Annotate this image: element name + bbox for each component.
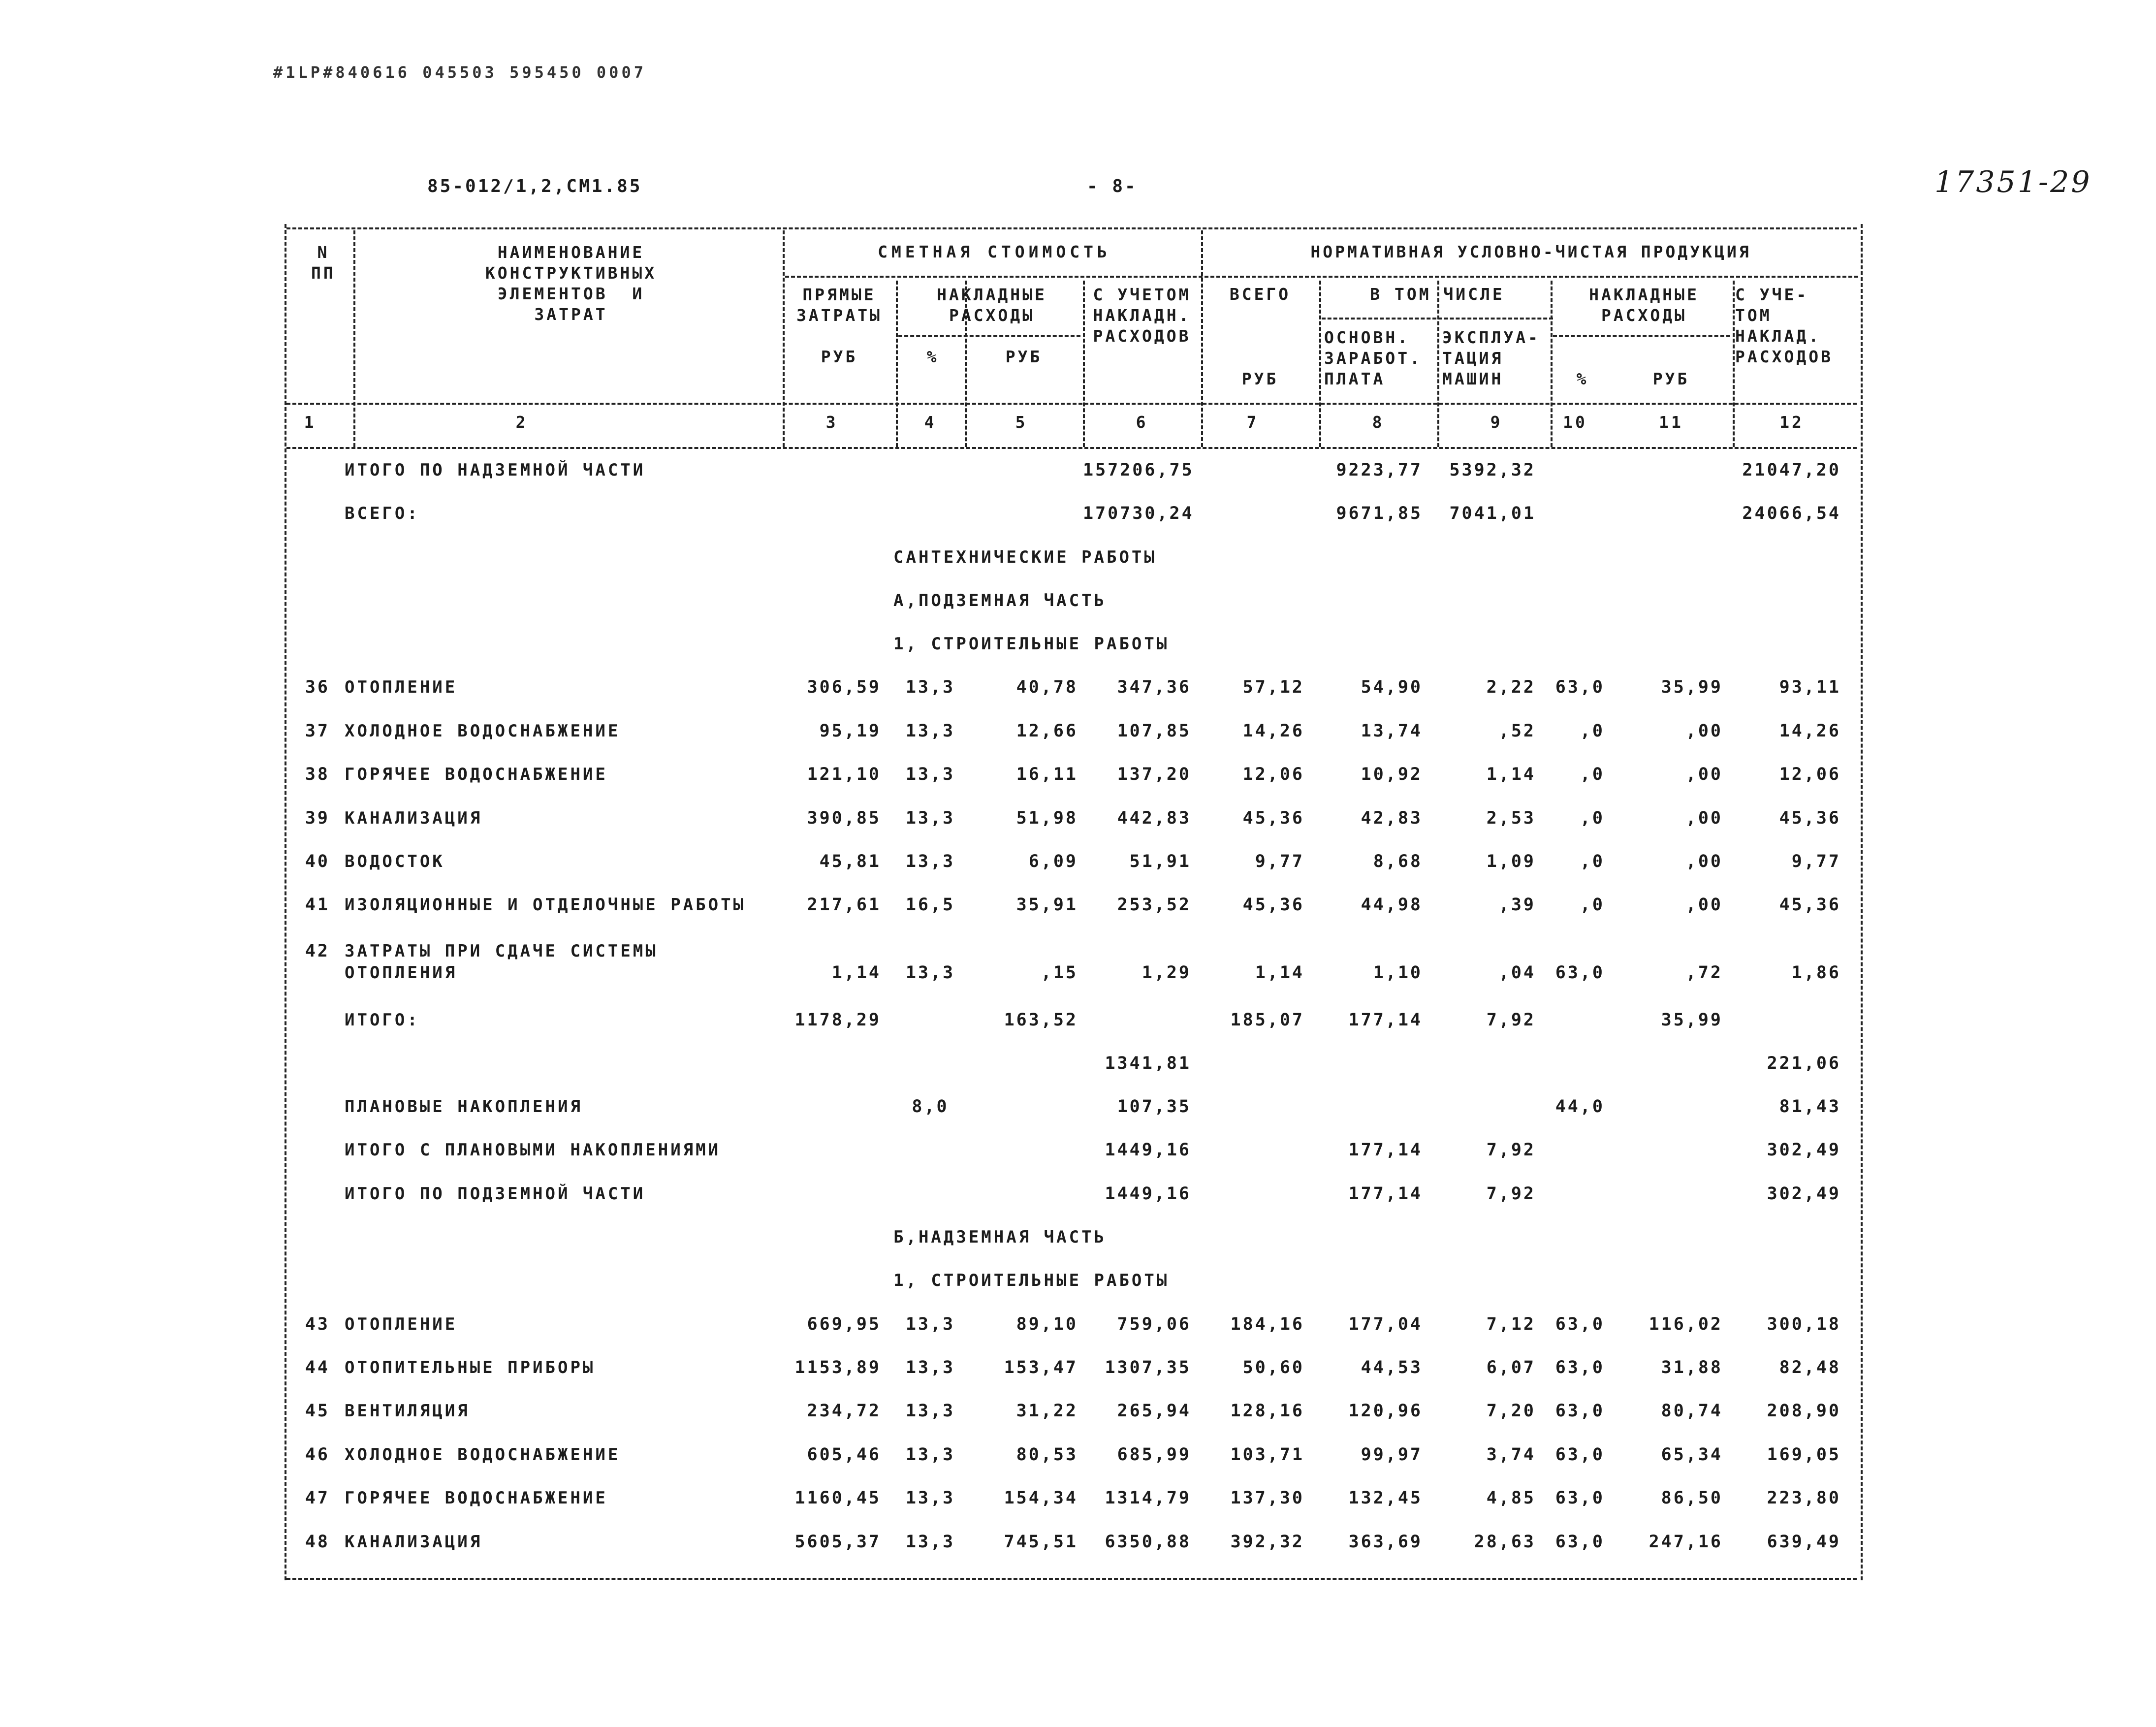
- row-number: 46: [305, 1445, 330, 1465]
- row-number: 45: [305, 1401, 330, 1421]
- cell-c8: 8,68: [1373, 852, 1423, 871]
- column-number-12: 12: [1779, 413, 1804, 432]
- row-label: ИТОГО ПО НАДЗЕМНОЙ ЧАСТИ: [345, 460, 646, 480]
- header-rub-direct: РУБ: [821, 347, 858, 366]
- cell-c12: 24066,54: [1742, 504, 1841, 523]
- cell-c3: 217,61: [807, 895, 881, 915]
- cell-c6: 759,06: [1117, 1314, 1191, 1334]
- cell-c7: 184,16: [1230, 1314, 1304, 1334]
- cell-c12: 9,77: [1791, 852, 1841, 871]
- cell-c7: 14,26: [1242, 721, 1304, 741]
- cell-c8: 44,53: [1361, 1358, 1423, 1377]
- header-rub-overhead: РУБ: [1005, 347, 1043, 366]
- cell-c4: 16,5: [905, 895, 955, 915]
- cell-c11: 35,99: [1661, 1010, 1723, 1030]
- column-number-1: 1: [304, 413, 317, 432]
- cell-c8: 177,14: [1348, 1010, 1423, 1030]
- cell-c12: 302,49: [1767, 1184, 1841, 1204]
- cell-c7: 50,60: [1242, 1358, 1304, 1377]
- cell-c8: 1,10: [1373, 963, 1423, 983]
- header-with-overhead: С УЧЕТОМ НАКЛАДН. РАСХОДОВ: [1093, 285, 1191, 346]
- cell-c11: 31,88: [1661, 1358, 1723, 1377]
- header-direct-costs: ПРЯМЫЕ ЗАТРАТЫ: [796, 285, 883, 325]
- cell-c9: 6,07: [1486, 1358, 1536, 1377]
- cell-c12: 81,43: [1779, 1097, 1841, 1117]
- cell-c7: 128,16: [1230, 1401, 1304, 1421]
- cell-c12: 12,06: [1779, 765, 1841, 784]
- cell-c6: 1449,16: [1105, 1140, 1191, 1160]
- cell-c5: 16,11: [1016, 765, 1078, 784]
- cell-c8: 177,14: [1348, 1184, 1423, 1204]
- cell-c9: 7041,01: [1449, 504, 1536, 523]
- cell-c5: 6,09: [1028, 852, 1078, 871]
- page-number: - 8-: [1087, 176, 1138, 196]
- cell-c4: 13,3: [905, 1401, 955, 1421]
- column-number-2: 2: [515, 413, 528, 432]
- row-label: ГОРЯЧЕЕ ВОДОСНАБЖЕНИЕ: [345, 765, 608, 784]
- header-ncp-overhead: НАКЛАДНЫЕ РАСХОДЫ: [1589, 285, 1699, 325]
- column-number-8: 8: [1372, 413, 1385, 432]
- cell-c9: 5392,32: [1449, 460, 1536, 480]
- cell-c5: 12,66: [1016, 721, 1078, 741]
- section-heading: САНТЕХНИЧЕСКИЕ РАБОТЫ: [893, 547, 1157, 567]
- cell-c5: 745,51: [1004, 1532, 1078, 1552]
- cell-c9: 4,85: [1486, 1488, 1536, 1508]
- cell-c11: 80,74: [1661, 1401, 1723, 1421]
- cell-c7: 1,14: [1255, 963, 1304, 983]
- cell-c9: 7,92: [1486, 1010, 1536, 1030]
- cell-c3: 390,85: [807, 808, 881, 828]
- cell-c10: 63,0: [1555, 1488, 1605, 1508]
- cell-c9: 7,20: [1486, 1401, 1536, 1421]
- cell-c11: 116,02: [1649, 1314, 1723, 1334]
- header-total: ВСЕГО: [1229, 285, 1291, 304]
- cell-c10: 63,0: [1555, 1532, 1605, 1552]
- cell-c4: 13,3: [905, 677, 955, 697]
- cell-c7: 12,06: [1242, 765, 1304, 784]
- cell-c6: 107,35: [1117, 1097, 1191, 1117]
- cell-c12: 14,26: [1779, 721, 1841, 741]
- row-label: ХОЛОДНОЕ ВОДОСНАБЖЕНИЕ: [345, 721, 621, 741]
- cell-c6: 265,94: [1117, 1401, 1191, 1421]
- cell-c10: 44,0: [1555, 1097, 1605, 1117]
- cell-c3: 1153,89: [794, 1358, 881, 1377]
- section-heading: Б,НАДЗЕМНАЯ ЧАСТЬ: [893, 1227, 1107, 1247]
- row-label: ИТОГО ПО ПОДЗЕМНОЙ ЧАСТИ: [345, 1184, 646, 1204]
- cell-c8: 44,98: [1361, 895, 1423, 915]
- column-number-4: 4: [924, 413, 937, 432]
- row-label: ИЗОЛЯЦИОННЫЕ И ОТДЕЛОЧНЫЕ РАБОТЫ: [345, 895, 746, 915]
- cell-c8: 42,83: [1361, 808, 1423, 828]
- row-number: 42: [305, 941, 330, 961]
- cell-c8: 177,14: [1348, 1140, 1423, 1160]
- cell-c8: 120,96: [1348, 1401, 1423, 1421]
- cell-c10: ,0: [1580, 721, 1605, 741]
- row-number: 48: [305, 1532, 330, 1552]
- header-pct: %: [926, 347, 939, 366]
- row-number: 44: [305, 1358, 330, 1377]
- cell-c7: 9,77: [1255, 852, 1304, 871]
- cell-c12: 639,49: [1767, 1532, 1841, 1552]
- cell-c3: 605,46: [807, 1445, 881, 1465]
- column-number-11: 11: [1659, 413, 1683, 432]
- cell-c12: 82,48: [1779, 1358, 1841, 1377]
- cell-c6: 107,85: [1117, 721, 1191, 741]
- cell-c11: ,00: [1685, 808, 1723, 828]
- cell-c9: ,39: [1498, 895, 1536, 915]
- cell-c8: 13,74: [1361, 721, 1423, 741]
- cell-c3: 1178,29: [794, 1010, 881, 1030]
- cell-c9: 1,14: [1486, 765, 1536, 784]
- header-pct-ncp: %: [1576, 369, 1589, 388]
- row-label: ПЛАНОВЫЕ НАКОПЛЕНИЯ: [345, 1097, 583, 1117]
- cell-c4: 13,3: [905, 1314, 955, 1334]
- print-code: #1LP#840616 045503 595450 0007: [273, 63, 646, 82]
- cell-c3: 45,81: [819, 852, 881, 871]
- cell-c6: 1307,35: [1105, 1358, 1191, 1377]
- cell-c11: 35,99: [1661, 677, 1723, 697]
- cell-c3: 95,19: [819, 721, 881, 741]
- cell-c5: 153,47: [1004, 1358, 1078, 1377]
- cell-c12: 169,05: [1767, 1445, 1841, 1465]
- cell-c4: 13,3: [905, 1532, 955, 1552]
- cell-c5: 31,22: [1016, 1401, 1078, 1421]
- cell-c11: 247,16: [1649, 1532, 1723, 1552]
- row-number: 37: [305, 721, 330, 741]
- cell-c3: 121,10: [807, 765, 881, 784]
- cell-c3: 1,14: [831, 963, 881, 983]
- cell-c4: 13,3: [905, 808, 955, 828]
- cell-c5: 154,34: [1004, 1488, 1078, 1508]
- cell-c8: 132,45: [1348, 1488, 1423, 1508]
- cell-c12: 21047,20: [1742, 460, 1841, 480]
- row-label: ВЕНТИЛЯЦИЯ: [345, 1401, 470, 1421]
- cell-c7: 185,07: [1230, 1010, 1304, 1030]
- row-label: ОТОПЛЕНИЕ: [345, 1314, 458, 1334]
- cell-c10: ,0: [1580, 895, 1605, 915]
- header-row-number: N ПП: [311, 243, 336, 283]
- row-label-continued: ОТОПЛЕНИЯ: [345, 963, 458, 983]
- cell-c9: 3,74: [1486, 1445, 1536, 1465]
- cell-c10: ,0: [1580, 852, 1605, 871]
- cell-c12: 45,36: [1779, 808, 1841, 828]
- column-number-9: 9: [1490, 413, 1503, 432]
- cell-c11: ,00: [1685, 721, 1723, 741]
- cell-c10: ,0: [1580, 808, 1605, 828]
- row-number: 40: [305, 852, 330, 871]
- cell-c9: ,52: [1498, 721, 1536, 741]
- cell-c6: 1314,79: [1105, 1488, 1191, 1508]
- cell-c10: 63,0: [1555, 677, 1605, 697]
- row-label: ГОРЯЧЕЕ ВОДОСНАБЖЕНИЕ: [345, 1488, 608, 1508]
- cell-c4: 13,3: [905, 1445, 955, 1465]
- column-number-10: 10: [1563, 413, 1587, 432]
- cell-c6: 1,29: [1141, 963, 1191, 983]
- cell-c9: 1,09: [1486, 852, 1536, 871]
- cell-c6: 1341,81: [1105, 1054, 1191, 1073]
- cell-c4: 13,3: [905, 1488, 955, 1508]
- cell-c6: 6350,88: [1105, 1532, 1191, 1552]
- cell-c8: 177,04: [1348, 1314, 1423, 1334]
- header-including: В ТОМ ЧИСЛЕ: [1370, 285, 1505, 304]
- row-number: 47: [305, 1488, 330, 1508]
- row-label: ОТОПЛЕНИЕ: [345, 677, 458, 697]
- cell-c8: 9671,85: [1336, 504, 1423, 523]
- header-net-production: НОРМАТИВНАЯ УСЛОВНО-ЧИСТАЯ ПРОДУКЦИЯ: [1310, 242, 1751, 261]
- cell-c10: 63,0: [1555, 1401, 1605, 1421]
- cell-c5: 35,91: [1016, 895, 1078, 915]
- cell-c7: 103,71: [1230, 1445, 1304, 1465]
- cell-c6: 1449,16: [1105, 1184, 1191, 1204]
- cell-c11: ,00: [1685, 765, 1723, 784]
- row-label: ЗАТРАТЫ ПРИ СДАЧЕ СИСТЕМЫ: [345, 941, 658, 961]
- header-overhead: НАКЛАДНЫЕ РАСХОДЫ: [937, 285, 1047, 325]
- cell-c10: 63,0: [1555, 1358, 1605, 1377]
- cell-c12: 208,90: [1767, 1401, 1841, 1421]
- cell-c12: 221,06: [1767, 1054, 1841, 1073]
- cell-c6: 170730,24: [1083, 504, 1194, 523]
- cell-c5: 89,10: [1016, 1314, 1078, 1334]
- cell-c6: 51,91: [1129, 852, 1191, 871]
- cell-c12: 1,86: [1791, 963, 1841, 983]
- row-label: ХОЛОДНОЕ ВОДОСНАБЖЕНИЕ: [345, 1445, 621, 1465]
- cell-c11: ,00: [1685, 852, 1723, 871]
- cell-c7: 45,36: [1242, 895, 1304, 915]
- cell-c9: ,04: [1498, 963, 1536, 983]
- header-machines: ЭКСПЛУА- ТАЦИЯ МАШИН: [1442, 328, 1540, 388]
- column-number-5: 5: [1015, 413, 1028, 432]
- cell-c3: 5605,37: [794, 1532, 881, 1552]
- cell-c4: 8,0: [912, 1097, 949, 1117]
- column-number-7: 7: [1246, 413, 1259, 432]
- handwritten-inventory-number: 17351-29: [1934, 165, 2092, 199]
- cell-c7: 137,30: [1230, 1488, 1304, 1508]
- cell-c12: 223,80: [1767, 1488, 1841, 1508]
- cell-c6: 253,52: [1117, 895, 1191, 915]
- cell-c11: ,00: [1685, 895, 1723, 915]
- row-label: ОТОПИТЕЛЬНЫЕ ПРИБОРЫ: [345, 1358, 596, 1377]
- cell-c10: ,0: [1580, 765, 1605, 784]
- section-heading: 1, СТРОИТЕЛЬНЫЕ РАБОТЫ: [893, 1271, 1170, 1290]
- cell-c8: 363,69: [1348, 1532, 1423, 1552]
- cell-c9: 28,63: [1474, 1532, 1536, 1552]
- cell-c5: 163,52: [1004, 1010, 1078, 1030]
- row-number: 41: [305, 895, 330, 915]
- cell-c7: 392,32: [1230, 1532, 1304, 1552]
- column-number-6: 6: [1136, 413, 1148, 432]
- document-reference: 85-012/1,2,CM1.85: [427, 176, 642, 196]
- header-estimated-cost: СМЕТНАЯ СТОИМОСТЬ: [878, 242, 1111, 261]
- cell-c12: 93,11: [1779, 677, 1841, 697]
- cell-c5: 80,53: [1016, 1445, 1078, 1465]
- cell-c9: 7,12: [1486, 1314, 1536, 1334]
- cell-c6: 137,20: [1117, 765, 1191, 784]
- cell-c5: 51,98: [1016, 808, 1078, 828]
- cell-c10: 63,0: [1555, 1445, 1605, 1465]
- cell-c5: ,15: [1041, 963, 1078, 983]
- header-basic-wage: ОСНОВН. ЗАРАБОТ. ПЛАТА: [1324, 328, 1422, 388]
- cell-c12: 300,18: [1767, 1314, 1841, 1334]
- row-label: ВСЕГО:: [345, 504, 420, 523]
- cell-c3: 669,95: [807, 1314, 881, 1334]
- cell-c10: 63,0: [1555, 963, 1605, 983]
- cell-c9: 7,92: [1486, 1184, 1536, 1204]
- section-heading: 1, СТРОИТЕЛЬНЫЕ РАБОТЫ: [893, 634, 1170, 654]
- row-number: 39: [305, 808, 330, 828]
- header-item-name: НАИМЕНОВАНИЕ КОНСТРУКТИВНЫХ ЭЛЕМЕНТОВ И ЗАТРАТ: [485, 243, 657, 324]
- cell-c4: 13,3: [905, 963, 955, 983]
- cell-c11: 65,34: [1661, 1445, 1723, 1465]
- cell-c12: 45,36: [1779, 895, 1841, 915]
- row-label: КАНАЛИЗАЦИЯ: [345, 808, 483, 828]
- cell-c8: 10,92: [1361, 765, 1423, 784]
- cell-c5: 40,78: [1016, 677, 1078, 697]
- header-rub-ncp: РУБ: [1652, 369, 1690, 388]
- cell-c9: 2,53: [1486, 808, 1536, 828]
- cell-c4: 13,3: [905, 765, 955, 784]
- cell-c3: 234,72: [807, 1401, 881, 1421]
- cell-c3: 1160,45: [794, 1488, 881, 1508]
- cell-c11: 86,50: [1661, 1488, 1723, 1508]
- header-ncp-with-overhead: С УЧЕ- ТОМ НАКЛАД. РАСХОДОВ: [1735, 285, 1833, 366]
- row-number: 43: [305, 1314, 330, 1334]
- header-rub-total: РУБ: [1241, 369, 1279, 388]
- row-label: КАНАЛИЗАЦИЯ: [345, 1532, 483, 1552]
- row-label: ИТОГО С ПЛАНОВЫМИ НАКОПЛЕНИЯМИ: [345, 1140, 721, 1160]
- cell-c8: 9223,77: [1336, 460, 1423, 480]
- column-number-3: 3: [825, 413, 838, 432]
- cell-c4: 13,3: [905, 1358, 955, 1377]
- cell-c6: 157206,75: [1083, 460, 1194, 480]
- cell-c6: 347,36: [1117, 677, 1191, 697]
- cell-c8: 99,97: [1361, 1445, 1423, 1465]
- cell-c11: ,72: [1685, 963, 1723, 983]
- cell-c12: 302,49: [1767, 1140, 1841, 1160]
- cell-c3: 306,59: [807, 677, 881, 697]
- row-number: 38: [305, 765, 330, 784]
- cell-c9: 7,92: [1486, 1140, 1536, 1160]
- cell-c7: 45,36: [1242, 808, 1304, 828]
- row-label: ВОДОСТОК: [345, 852, 445, 871]
- cell-c4: 13,3: [905, 852, 955, 871]
- row-label: ИТОГО:: [345, 1010, 420, 1030]
- cell-c10: 63,0: [1555, 1314, 1605, 1334]
- section-heading: А,ПОДЗЕМНАЯ ЧАСТЬ: [893, 591, 1107, 610]
- row-number: 36: [305, 677, 330, 697]
- cell-c4: 13,3: [905, 721, 955, 741]
- cell-c8: 54,90: [1361, 677, 1423, 697]
- cell-c6: 442,83: [1117, 808, 1191, 828]
- cell-c6: 685,99: [1117, 1445, 1191, 1465]
- cell-c7: 57,12: [1242, 677, 1304, 697]
- cell-c9: 2,22: [1486, 677, 1536, 697]
